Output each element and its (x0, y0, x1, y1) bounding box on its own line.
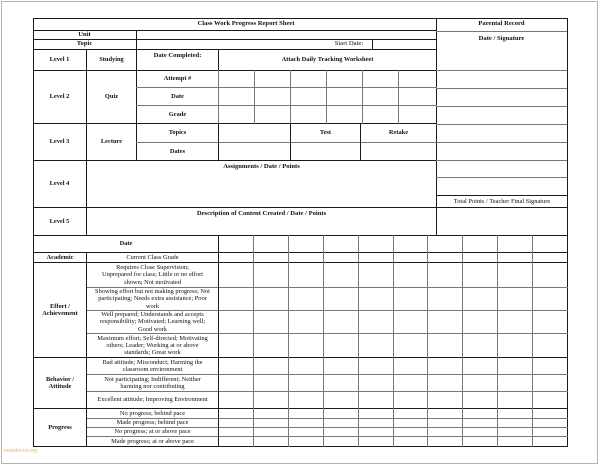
current-grade-label: Current Class Grade (126, 253, 179, 261)
behavior-level-1: Bad attitude; Misconduct; Harming the classroom environment (102, 358, 203, 373)
effort-level-4: Maximum effort; Self-directed; Motivating others; Leader; Working at or above standards; Great work (97, 334, 208, 357)
behavior-level-3: Excellent attitude; Improving Environment (97, 396, 208, 404)
effort-level-3: Well prepared; Understands and accepts responsibility; Motivated; Learning well; Good work (99, 311, 206, 333)
effort-level-1: Requires Close Supervision; Unprepared for class; Little or no effort shown; Not motivated (101, 264, 204, 286)
quiz-label: Quiz (104, 93, 119, 101)
grid-column-line (497, 235, 498, 447)
topic-label: Topic (76, 40, 93, 47)
academic-label: Academic (46, 253, 74, 261)
test-label: Test (319, 129, 332, 137)
grid-column-line (218, 235, 219, 447)
assignments-label: Assignments / Date / Points (223, 163, 300, 170)
dates-label: Dates (169, 147, 186, 155)
progress-level-4: Made progress; at or above pace (111, 437, 194, 445)
grid-column-line (532, 235, 533, 447)
topic-field[interactable] (137, 40, 327, 49)
grid-date-label: Date (119, 240, 133, 248)
unit-field[interactable] (137, 31, 436, 39)
level-4-label: Level 4 (49, 180, 70, 188)
grid-column-line (462, 235, 463, 447)
progress-level-2: Made progress; behind pace (116, 419, 189, 427)
grid-column-line (288, 235, 289, 447)
grid-column-line (253, 235, 254, 447)
level-2-label: Level 2 (49, 93, 70, 101)
effort-achievement-label: Effort / Achievement (42, 302, 78, 317)
total-points-label: Total Points / Teacher Final Signature (453, 197, 551, 205)
sheet-title: Class Work Progress Report Sheet (197, 20, 295, 27)
grid-column-line (427, 235, 428, 447)
grid-column-line (323, 235, 324, 447)
start-date-field[interactable] (373, 40, 436, 49)
effort-level-2: Showing effort but not making progress; Not participating; Needs extra assistance; Poor work (95, 288, 210, 310)
start-date-label: Start Date: (334, 40, 364, 47)
attach-worksheet-label: Attach Daily Tracking Worksheet (281, 56, 374, 64)
grid-column-line (358, 235, 359, 447)
grid-column-line (393, 235, 394, 447)
watermark: bestsforms.org (4, 448, 38, 454)
parental-record-heading: Parental Record (478, 20, 525, 27)
progress-level-3: No progress; at or above pace (114, 428, 191, 436)
behavior-attitude-label: Behavior / Attitude (45, 375, 75, 390)
studying-label: Studying (99, 56, 124, 64)
progress-label: Progress (48, 423, 72, 431)
unit-label: Unit (78, 31, 91, 38)
grade-label: Grade (168, 110, 187, 118)
level-5-label: Level 5 (49, 217, 70, 225)
content-created-label: Description of Content Created / Date / Points (196, 210, 327, 217)
parental-record-subheading: Date / Signature (478, 35, 525, 42)
lecture-label: Lecture (100, 138, 123, 146)
level-1-label: Level 1 (49, 56, 70, 64)
topics-label: Topics (168, 129, 187, 137)
date-completed-label: Date Completed: (153, 52, 202, 59)
progress-level-1: No progress; behind pace (119, 409, 186, 417)
behavior-level-2: Not participating; Indifferent; Neither harming nor contributing (104, 375, 201, 390)
attempt-label: Attempt # (163, 75, 192, 83)
retake-label: Retake (388, 129, 409, 137)
quiz-date-label: Date (171, 92, 184, 100)
level-3-label: Level 3 (49, 138, 70, 146)
